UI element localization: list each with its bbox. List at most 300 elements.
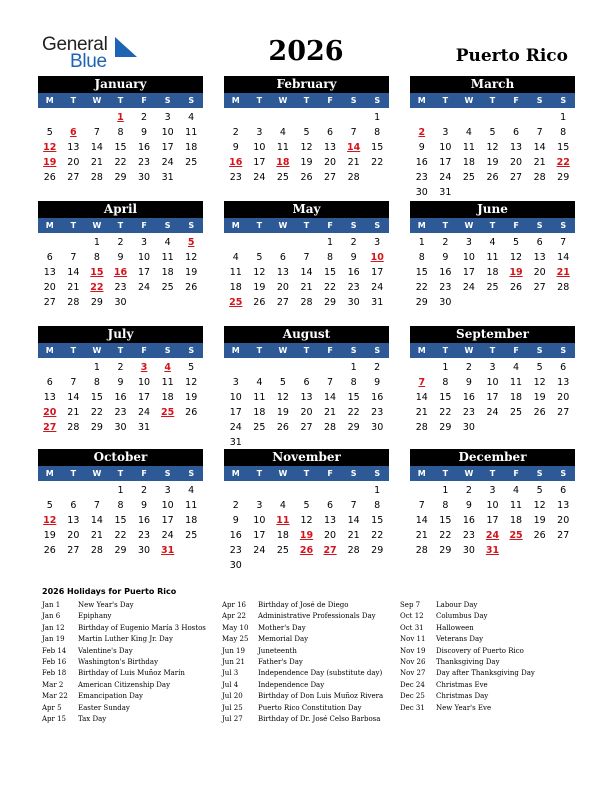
day: 23 [462,530,475,541]
month-name: January [38,76,203,93]
day: 11 [229,267,242,278]
day: 29 [371,545,384,556]
holiday-row [42,668,206,679]
holiday-row [400,634,535,645]
holiday-day: 1 [117,112,124,123]
month-june [410,201,575,310]
day: 22 [347,407,360,418]
day: 3 [256,500,263,511]
holiday-day: 4 [164,362,171,373]
day: 10 [462,252,475,263]
day: 14 [300,267,313,278]
day: 21 [347,530,360,541]
holiday-name: Halloween [436,623,474,632]
day: 30 [371,422,384,433]
day-grid [410,235,575,310]
day: 19 [185,392,198,403]
holidays-title: 2026 Holidays for Puerto Rico [42,587,177,596]
day: 16 [462,392,475,403]
holiday-row [42,600,206,611]
day: 27 [67,545,80,556]
day: 10 [138,377,151,388]
weekday-label: T [70,96,77,105]
weekday-label: W [464,346,474,355]
day: 26 [533,407,546,418]
day: 21 [90,157,103,168]
day: 22 [439,530,452,541]
day: 8 [327,252,334,263]
weekday-header [38,218,203,233]
day: 15 [114,142,127,153]
weekday-label: T [70,221,77,230]
empty-cell [295,110,319,125]
month-name: July [38,326,203,343]
weekday-label: M [45,346,54,355]
day: 11 [510,377,523,388]
holiday-date: Jul 20 [222,692,243,701]
day: 6 [327,127,334,138]
weekday-label: S [560,221,567,230]
day: 15 [439,515,452,526]
day: 19 [185,267,198,278]
weekday-label: W [92,469,102,478]
logo-text-general: General [42,34,108,55]
holiday-day: 20 [43,407,57,418]
day: 15 [557,142,570,153]
month-name: December [410,449,575,466]
holiday-date: Nov 27 [400,669,426,678]
day-grid [224,235,389,310]
holiday-date: Apr 22 [222,612,247,621]
holiday-name: Valentine's Day [78,646,133,655]
weekday-label: W [464,96,474,105]
weekday-label: M [45,221,54,230]
day: 6 [560,362,567,373]
weekday-label: S [560,346,567,355]
day: 4 [164,237,171,248]
weekday-label: W [278,96,288,105]
empty-cell [224,110,248,125]
day: 17 [253,157,266,168]
weekday-label: S [536,96,543,105]
day: 26 [276,422,289,433]
holiday-date: Jul 4 [222,680,239,689]
weekday-label: F [141,346,147,355]
day: 15 [347,392,360,403]
day: 11 [276,142,289,153]
holiday-column [400,600,535,714]
day: 23 [415,172,428,183]
day: 14 [90,515,103,526]
day: 31 [371,297,384,308]
day: 11 [510,500,523,511]
day: 15 [371,142,384,153]
logo-text-blue: Blue [70,51,107,72]
holiday-name: Birthday of Don Luis Muñoz Rivera [258,692,384,701]
weekday-label: T [303,221,310,230]
day: 10 [253,515,266,526]
empty-cell [504,110,528,125]
day: 9 [465,500,472,511]
holiday-name: New Year's Eve [436,703,492,712]
day: 18 [510,515,523,526]
empty-cell [410,360,434,375]
day: 28 [557,282,570,293]
weekday-label: S [188,469,195,478]
weekday-header [224,218,389,233]
day: 8 [93,377,100,388]
holiday-day: 2 [418,127,426,138]
day: 8 [442,500,449,511]
weekday-label: T [256,346,263,355]
day: 13 [324,142,337,153]
day: 14 [415,392,428,403]
day: 3 [442,127,449,138]
day: 13 [67,515,80,526]
weekday-header [38,466,203,481]
day: 3 [465,237,472,248]
month-january [38,76,203,185]
month-name: May [224,201,389,218]
holiday-row [42,634,206,645]
holiday-date: Jun 19 [222,646,245,655]
day: 12 [486,142,499,153]
holiday-row [400,703,535,714]
day: 5 [279,377,286,388]
day: 1 [93,362,100,373]
day: 27 [276,297,289,308]
holiday-column [42,600,206,725]
empty-cell [62,483,86,498]
day: 24 [253,172,266,183]
day: 21 [415,530,428,541]
weekday-label: F [141,469,147,478]
day: 1 [374,112,381,123]
day: 7 [418,500,425,511]
day: 10 [161,500,174,511]
day: 17 [253,530,266,541]
day: 16 [138,142,151,153]
holiday-date: Oct 31 [400,623,424,632]
weekday-label: M [417,96,426,105]
day: 7 [560,237,567,248]
day: 9 [350,252,357,263]
day: 5 [536,485,543,496]
day: 2 [442,237,449,248]
weekday-label: S [350,346,357,355]
holiday-date: May 10 [222,623,249,632]
holiday-day: 27 [43,422,57,433]
day: 8 [374,500,381,511]
day: 4 [513,362,520,373]
weekday-label: T [489,96,496,105]
day: 13 [533,252,546,263]
empty-cell [224,483,248,498]
day: 18 [486,267,499,278]
holiday-day: 12 [43,515,57,526]
holiday-date: Oct 12 [400,612,424,621]
weekday-label: M [45,96,54,105]
day: 18 [185,515,198,526]
day: 1 [350,362,357,373]
weekday-label: M [231,469,240,478]
holiday-row [222,668,383,679]
day: 11 [462,142,475,153]
month-name: April [38,201,203,218]
day: 9 [117,252,124,263]
day: 20 [43,282,56,293]
weekday-label: M [45,469,54,478]
day: 19 [533,392,546,403]
weekday-header [410,218,575,233]
weekday-label: S [188,96,195,105]
holiday-name: Independence Day [258,680,325,689]
day: 4 [465,127,472,138]
month-name: November [224,449,389,466]
day: 13 [300,392,313,403]
day: 12 [510,252,523,263]
weekday-label: T [117,469,124,478]
day: 2 [465,362,472,373]
day: 11 [185,127,198,138]
holiday-day: 7 [418,377,426,388]
day: 18 [276,530,289,541]
weekday-label: M [417,221,426,230]
holiday-day: 16 [229,157,243,168]
day: 25 [185,530,198,541]
day: 2 [232,127,239,138]
holiday-name: Discovery of Puerto Rico [436,646,524,655]
weekday-label: S [560,96,567,105]
day: 29 [114,172,127,183]
day: 25 [510,407,523,418]
holiday-name: Washington's Birthday [78,657,159,666]
holiday-day: 6 [70,127,77,138]
holiday-name: Day after Thanksgiving Day [436,669,535,678]
holiday-day: 5 [187,237,195,248]
day: 14 [415,515,428,526]
day: 29 [557,172,570,183]
empty-cell [271,110,295,125]
empty-cell [481,110,505,125]
day: 20 [67,157,80,168]
day: 19 [533,515,546,526]
day: 28 [67,422,80,433]
weekday-label: S [350,469,357,478]
holiday-day: 21 [556,267,570,278]
day: 24 [486,407,499,418]
day: 28 [347,172,360,183]
day: 23 [229,172,242,183]
weekday-label: M [231,96,240,105]
day: 7 [70,252,77,263]
day: 22 [371,157,384,168]
day: 5 [489,127,496,138]
day: 1 [93,237,100,248]
day: 29 [90,297,103,308]
day: 26 [486,172,499,183]
day: 29 [324,297,337,308]
day: 17 [138,267,151,278]
holiday-day: 18 [276,157,290,168]
day: 10 [486,500,499,511]
day: 30 [114,297,127,308]
empty-cell [318,360,342,375]
holiday-date: Apr 16 [222,601,247,609]
weekday-label: W [278,346,288,355]
day: 9 [117,377,124,388]
day: 4 [279,127,286,138]
day: 29 [114,545,127,556]
day: 9 [465,377,472,388]
holiday-day: 19 [43,157,57,168]
day: 1 [442,362,449,373]
holiday-row [222,714,383,725]
weekday-label: T [256,469,263,478]
weekday-label: S [374,96,381,105]
day: 12 [533,377,546,388]
weekday-label: S [536,221,543,230]
day: 3 [141,237,148,248]
day: 3 [489,485,496,496]
day: 10 [161,127,174,138]
day: 17 [371,267,384,278]
day: 21 [533,157,546,168]
holiday-date: Nov 26 [400,657,426,666]
day: 30 [462,422,475,433]
day: 25 [185,157,198,168]
weekday-header [224,343,389,358]
weekday-label: T [442,96,449,105]
weekday-label: S [374,221,381,230]
day: 29 [439,545,452,556]
holiday-day: 31 [161,545,175,556]
day: 11 [185,500,198,511]
day: 13 [557,377,570,388]
day: 28 [90,172,103,183]
holiday-row [42,680,206,691]
holiday-row [222,646,383,657]
day: 27 [324,172,337,183]
day-grid [224,360,389,450]
weekday-label: T [442,469,449,478]
holiday-row [222,600,383,611]
weekday-label: T [489,221,496,230]
day: 8 [560,127,567,138]
day: 15 [439,392,452,403]
day: 26 [43,545,56,556]
holiday-row [42,703,206,714]
holiday-date: Apr 15 [42,714,67,723]
month-august [224,326,389,450]
empty-cell [457,110,481,125]
day: 22 [90,407,103,418]
day: 2 [350,237,357,248]
day: 25 [253,422,266,433]
holiday-name: Juneteenth [258,646,297,655]
day: 22 [415,282,428,293]
weekday-label: F [513,221,519,230]
day: 1 [117,485,124,496]
day: 21 [347,157,360,168]
day-grid [38,483,203,558]
weekday-label: T [303,469,310,478]
day: 1 [327,237,334,248]
holiday-row [42,623,206,634]
day: 14 [533,142,546,153]
day: 21 [90,530,103,541]
day-grid [410,483,575,558]
day: 13 [276,267,289,278]
month-november [224,449,389,573]
day: 7 [303,252,310,263]
empty-cell [295,235,319,250]
weekday-label: F [327,96,333,105]
day: 30 [415,187,428,198]
month-february [224,76,389,185]
holiday-name: Martin Luther King Jr. Day [78,635,173,644]
day: 2 [117,362,124,373]
day: 17 [439,157,452,168]
day: 26 [43,172,56,183]
weekday-label: T [442,346,449,355]
day: 23 [462,407,475,418]
holiday-day: 27 [323,545,337,556]
weekday-label: T [70,346,77,355]
day: 23 [229,545,242,556]
day: 8 [117,127,124,138]
holiday-date: Mar 2 [42,680,64,689]
holiday-day: 25 [509,530,523,541]
holiday-row [400,611,535,622]
day: 17 [161,142,174,153]
day: 21 [67,282,80,293]
day: 5 [46,127,53,138]
weekday-label: S [350,96,357,105]
day: 27 [510,172,523,183]
day: 8 [117,500,124,511]
empty-cell [271,483,295,498]
day: 5 [536,362,543,373]
day: 21 [324,407,337,418]
holiday-name: American Citizenship Day [78,680,171,689]
day: 21 [67,407,80,418]
day: 10 [439,142,452,153]
empty-cell [85,110,109,125]
holiday-name: Thanksgiving Day [436,657,500,666]
weekday-label: S [164,469,171,478]
holiday-day: 25 [161,407,175,418]
weekday-label: T [303,346,310,355]
holiday-name: New Year's Day [78,601,134,609]
holiday-name: Emancipation Day [78,692,143,701]
day: 28 [415,422,428,433]
day: 29 [439,422,452,433]
day: 2 [232,500,239,511]
day: 12 [300,515,313,526]
weekday-label: M [231,346,240,355]
weekday-header [38,93,203,108]
day: 6 [303,377,310,388]
day: 30 [462,545,475,556]
day: 14 [90,142,103,153]
day: 29 [347,422,360,433]
day: 28 [347,545,360,556]
day: 26 [185,407,198,418]
weekday-header [410,93,575,108]
holiday-day: 22 [556,157,570,168]
weekday-label: T [117,221,124,230]
